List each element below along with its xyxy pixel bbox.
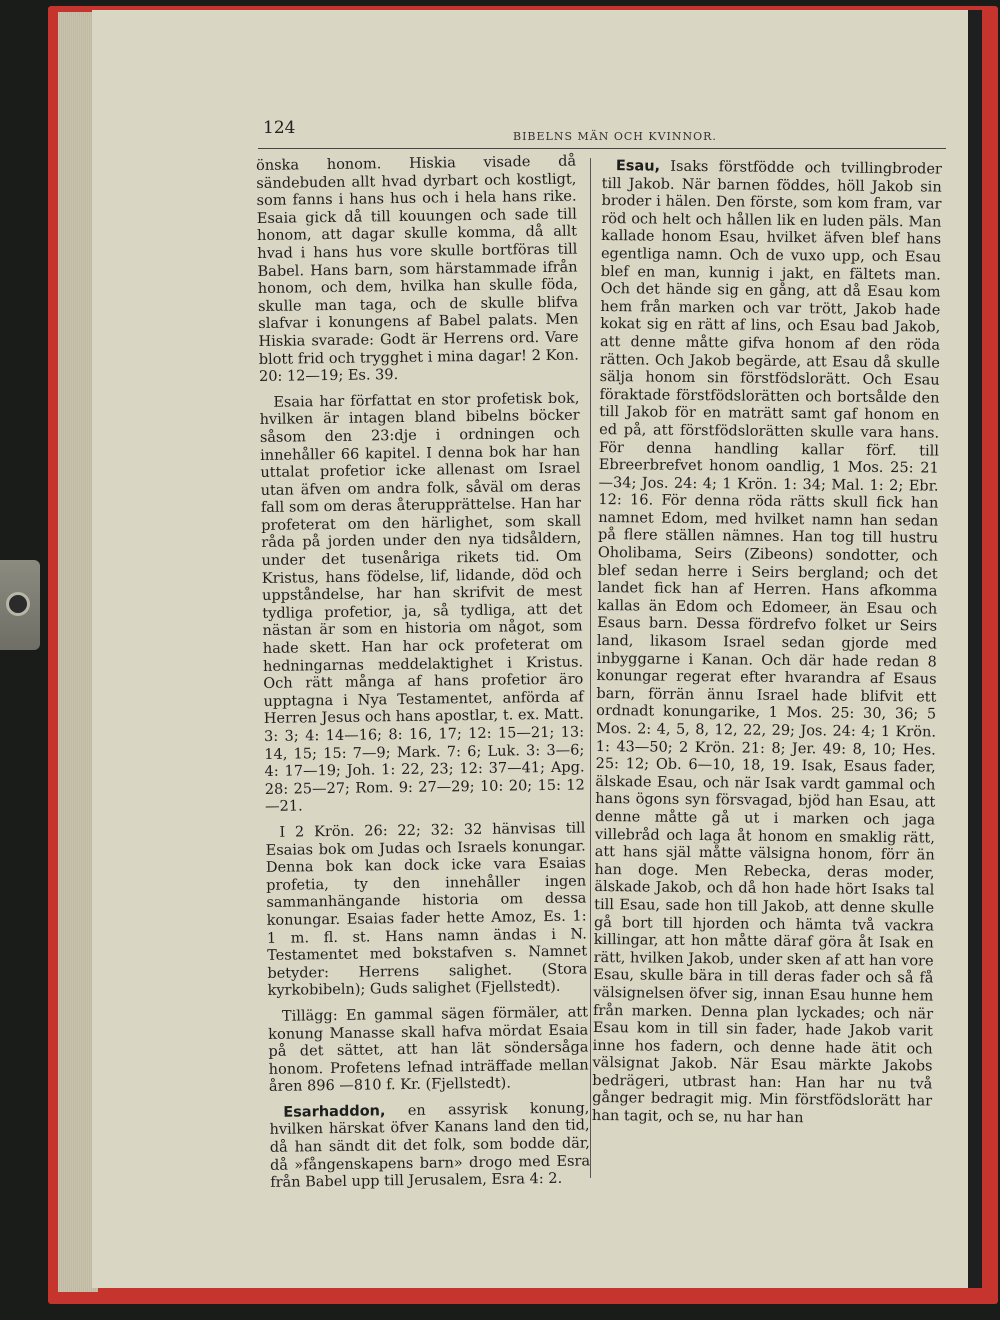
left-column: [256, 154, 591, 1201]
entry-paragraph: [592, 158, 942, 1129]
entry-paragraph: [269, 1100, 590, 1192]
paragraph: önska honom. Hiskia visade då sändebuden allt hvad dyrbart och kostligt, som fanns i hans hus och i hela hans rike. Esaia gick då till kouungen och sade till honom, att dagar skulle komma, då allt hvad i hans hus vore skulle bortföras till Babel. Hans barn, som härstammade ifrån honom, och dem, hvilka han skulle föda, skulle man taga, och de skulle blifva slafvar i konungens af Babel palats. Men Hiskia svarade: Godt är Herrens ord. Vare blott frid och trygghet i mina dagar! 2 Kon. 20: 12—19; Es. 39.: [256, 153, 579, 386]
paragraph: I 2 Krön. 26: 22; 32: 32 hänvisas till Esaias bok om Judas och Israels konungar. Denna bok kan dock icke vara Esaias profetia, ty den innehåller ingen sammanhängande historia om dessa konungar. Esaias fader hette Amoz, Es. 1: 1 m. fl. st. Hans namn ändas i N. Testamentet med bokstafven s. Namnet betyder: Herrens salighet. (Stora kyrkobibeln); Guds salighet (Fjellstedt).: [265, 820, 588, 1000]
page-gutter-shadow: [968, 10, 982, 1288]
entry-text: Isaks förstfödde och tvillingbroder till Jakob. När barnen föddes, höll Jakob sin broder i hälen. Den förste, som kom fram, var röd och helt och hållen lik en luden päls. Man kallade honom Esau, hvilket äfven blef hans egentliga namn. Och de vuxo upp, och Esau blef en man, kunnig i jakt, en fältets man. Och det hände sig en gång, att då Esau kom hem från marken och var trött, Jakob hade kokat sig en rätt af lins, och Esau bad Jakob, att denne måtte gifva honom af den röda rätten. Och Jakob begärde, att Esau då skulle sälja honom sin förstfödslorätt. Och Esau föraktade förstfödslorätten och bortsålde den till Jakob för en maträtt samt gaf honom en ed på, att förstfödslorätten skulle vara hans. För denna handling kallar förf. till Ebreerbrefvet honom oandlig, 1 Mos. 25: 21—34; Jos. 24: 4; 1 Krön. 1: 34; Mal. 1: 2; Ebr. 12: 16. För denna röda rätts skull fick han namnet Edom, med hvilket namn han sedan på flere ställen nämnes. Han tog till hustru Oholibama, Seirs (Zibeons) sondotter, och blef sedan herre i Seirs bergland; och det landet fick han af Herren. Hans afkomma kallas än Edom och Edomeer, än Esau och Esaus barn. Dessa fördrefvo folket ur Seirs land, likasom Israel sedan gjorde med inbyggarne i Kanan. Och där hade redan 8 konungar regerat efter hvarandra af Esaus barn, förrän ännu Israel hade blifvit ett ordnadt konungarike, 1 Mos. 25: 30, 36; 5 Mos. 2: 4, 5, 8, 12, 22, 29; Jos. 24: 4; 1 Krön. 1: 43—50; 2 Krön. 21: 8; Jer. 49: 8, 10; Hes. 25: 12; Ob. 6—10, 18, 19. Isak, Esaus fader, älskade Esau, och när Isak vardt gammal och hans ögons syn försvagad, bjöd han Esau, att denne måtte gå ut i marken och jaga villebråd och laga åt honom en smaklig rätt, att hans själ måtte välsigna honom, förr än han doge. Men Rebecka, deras moder, älskade Jakob, och då hon hade hört Isaks tal till Esau, sade hon till Jakob, att denne skulle gå bort till hjorden och hämta två vackra killingar, att hon måtte däraf göra åt Isak en rätt, hvilken Jakob, under sken af att han vore Esau, skulle bära in till deras fader och så få välsignelsen öfver sig, innan Esau hunne hem från marken. Denna plan lyckades; och när Esau kom in till sin fader, hade Jakob varit inne hos fadern, och denne hade ätit och välsignat Jakob. När Esau märkte Jakobs bedrägeri, utbrast han: Han har nu två gånger bedragit mig. Min förstfödslorätt har han tagit, och se, nu har han: [591, 158, 942, 1127]
entry-headword: Esau,: [615, 158, 661, 175]
column-divider: [590, 158, 591, 1178]
entry-text: en assyrisk konung, hvilken härskat öfver Kanans land den tid, då han sändt dit det folk, som bodde där, då »fångenskapens barn» drogo med Esra från Babel upp till Jerusalem, Esra 4: 2.: [269, 1100, 591, 1192]
right-column: [592, 158, 942, 1137]
paragraph: Esaia har författat en stor profetisk bok, hvilken är intagen bland bibelns böcker såsom den 23:dje i ordningen och innehåller 66 kapitel. I denna bok har han uttalat profetior icke allenast om Israel utan äfven om andra folk, såväl om deras fall som om deras återupprättelse. Han har profeterat om den härlighet, som skall råda på jorden under den nya tidsåldern, under det tusenåriga rikets tid. Om Kristus, hans födelse, lif, lidande, död och uppståndelse, har han skrifvit de mest tydliga profetior, ja, så tydliga, att det nästan är som en historia om något, som hade skett. Han har ock profeterat om hedningarnas meddelaktighet i Kristus. Och rätt många af hans profetior äro upptagna i Nya Testamentet, anförda af Herren Jesus och hans apostlar, t. ex. Matt. 3: 3; 4: 14—16; 8: 16, 17; 12: 15—21; 13: 14, 15; 15: 7—9; Mark. 7: 6; Luk. 3: 3—6; 4: 17—19; Joh. 1: 22, 23; 12: 37—41; Apg. 28: 25—27; Rom. 9: 27—29; 10: 20; 15: 12—21.: [259, 390, 585, 816]
clip-screw-icon: [6, 592, 30, 616]
header-rule: [258, 148, 946, 149]
paragraph: Tillägg: En gammal sägen förmäler, att konung Manasse skall hafva mördat Esaia på det sättet, att han lät söndersåga honom. Profetens lefnad inträffade mellan åren 896 —810 f. Kr. (Fjellstedt).: [268, 1004, 589, 1096]
entry-headword: Esarhaddon,: [283, 1103, 386, 1121]
page-number: 124: [263, 118, 296, 138]
running-title: BIBELNS MÄN OCH KVINNOR.: [513, 130, 717, 143]
